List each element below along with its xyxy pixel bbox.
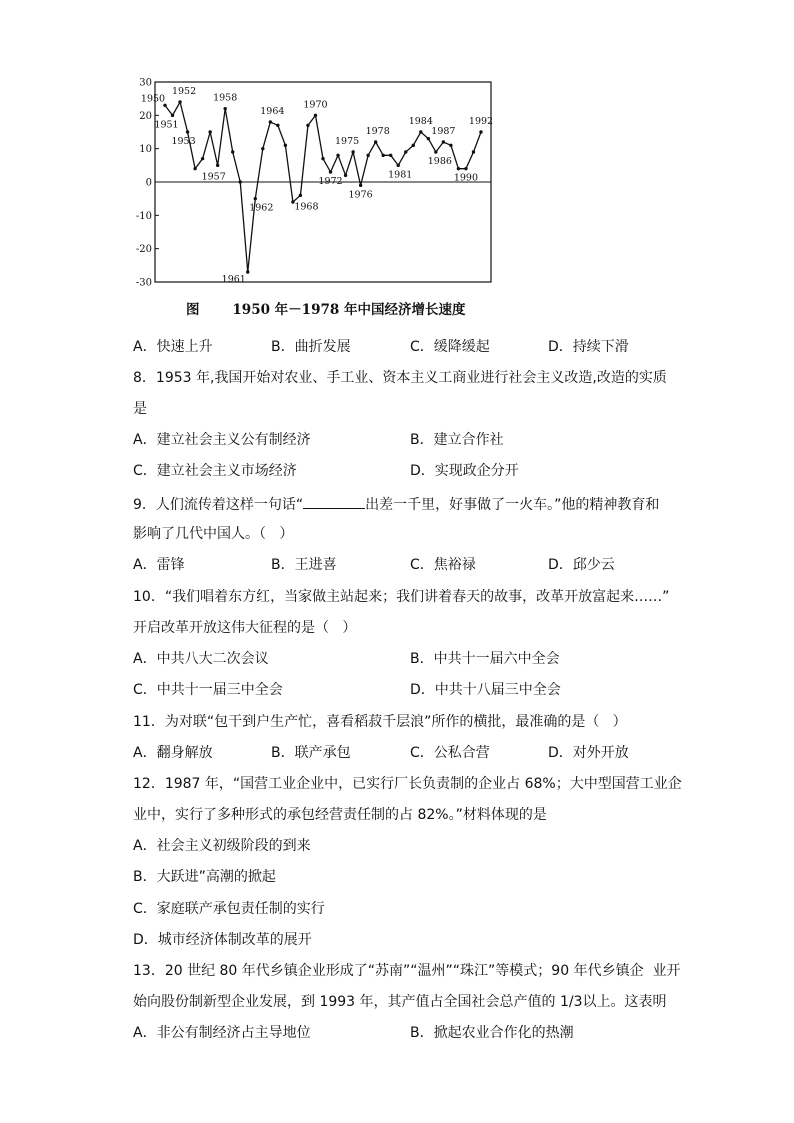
q8-option-d: D．实现政企分开: [410, 463, 519, 479]
data-point: [321, 157, 324, 160]
data-point: [306, 124, 309, 127]
data-point: [239, 180, 242, 183]
q10-option-b: B．中共十一届六中全会: [410, 651, 560, 667]
q7-option-b: B．曲折发展: [271, 339, 351, 355]
point-label: 1986: [427, 156, 452, 167]
q9-stem-before-blank: 9．人们流传着这样一句话“: [133, 497, 304, 513]
q11-option-d: D．对外开放: [548, 745, 629, 761]
q11-option-c: C．公私合营: [410, 745, 490, 761]
data-point: [193, 167, 196, 170]
q7-option-a: A．快速上升: [133, 339, 213, 355]
data-point: [351, 150, 354, 153]
point-label: 1957: [201, 171, 226, 183]
data-point: [419, 130, 422, 133]
q8-stem-line2: 是: [133, 401, 147, 417]
q12-option-b: B．大跃进”高潮的掀起: [133, 869, 276, 885]
point-label: 1968: [294, 201, 319, 213]
q9-answer-blank: [303, 494, 365, 509]
q10-option-c: C．中共十一届三中全会: [133, 682, 283, 698]
q9-option-d: D．邱少云: [548, 557, 615, 573]
y-tick-label: 10: [139, 144, 152, 156]
q13-stem-line1: 13．20 世纪 80 年代乡镇企业形成了“苏南”“温州”“珠江”等模式；90 年代乡镇企 业开: [133, 963, 681, 979]
y-tick-label: -20: [135, 244, 152, 256]
caption-figure-word: 图: [186, 302, 200, 318]
q11-option-a: A．翻身解放: [133, 745, 213, 761]
data-point: [329, 170, 332, 173]
q10-stem-line1: 10．“我们唱着东方红，当家做主站起来；我们讲着春天的故事，改革开放富起来……”: [133, 589, 670, 605]
data-point: [457, 167, 460, 170]
q10-option-a: A．中共八大二次会议: [133, 651, 269, 667]
data-point: [231, 150, 234, 153]
point-label: 1961: [221, 274, 246, 285]
figure-caption: [186, 298, 465, 318]
point-label: 1962: [249, 202, 274, 214]
q8-option-a: A．建立社会主义公有制经济: [133, 432, 311, 448]
point-label: 1951: [154, 119, 179, 131]
data-point: [171, 114, 174, 117]
data-point: [344, 174, 347, 177]
data-point: [208, 130, 211, 133]
q11-option-b: B．联产承包: [271, 745, 351, 761]
q9-stem-after-blank: 出差一千里，好事做了一火车。”他的精神教育和: [365, 497, 660, 513]
data-point: [449, 144, 452, 147]
data-point: [374, 140, 377, 143]
q9-option-c: C．焦裕禄: [410, 557, 476, 573]
q12-option-d: D．城市经济体制改革的展开: [133, 932, 312, 948]
data-point: [472, 150, 475, 153]
data-point: [186, 130, 189, 133]
data-point: [178, 100, 181, 103]
point-label: 1987: [431, 126, 456, 137]
point-label: 1975: [335, 136, 360, 147]
q9-stem-line2: 影响了几代中国人。（ ）: [133, 526, 294, 542]
y-tick-label: 30: [139, 77, 152, 89]
data-point: [359, 184, 362, 187]
q12-stem-line2: 业中，实行了多种形式的承包经营责任制的占 82%。”材料体现的是: [133, 807, 547, 823]
data-point: [254, 197, 257, 200]
data-point: [412, 144, 415, 147]
y-tick-label: -10: [135, 210, 152, 222]
data-point: [246, 270, 249, 273]
q9-option-a: A．雷锋: [133, 557, 185, 573]
data-point: [276, 124, 279, 127]
data-point: [464, 167, 467, 170]
data-point: [479, 130, 482, 133]
growth-rate-chart: [120, 72, 500, 294]
data-point: [427, 137, 430, 140]
q9-option-b: B．王进喜: [271, 557, 337, 573]
point-label: 1972: [318, 176, 343, 187]
q8-option-b: B．建立合作社: [410, 432, 504, 448]
q7-option-d: D．持续下滑: [548, 339, 629, 355]
point-label: 1981: [388, 169, 413, 181]
q9-stem-line1: [133, 494, 659, 514]
point-label: 1970: [303, 99, 328, 111]
point-label: 1990: [453, 172, 479, 184]
data-point: [404, 150, 407, 153]
point-label: 1952: [171, 86, 197, 97]
q8-stem-line1: 8．1953 年,我国开始对农业、手工业、资本主义工商业进行社会主义改造,改造的实质: [133, 370, 667, 386]
point-label: 1953: [171, 136, 196, 147]
q8-option-c: C．建立社会主义市场经济: [133, 463, 297, 479]
q12-option-a: A．社会主义初级阶段的到来: [133, 838, 311, 854]
data-point: [397, 164, 400, 167]
data-point: [366, 154, 369, 157]
q13-stem-line2: 始向股份制新型企业发展，到 1993 年，其产值占全国社会总产值的 1/3以上。这表明: [133, 994, 667, 1010]
data-point: [216, 164, 219, 167]
data-point: [284, 144, 287, 147]
q7-option-c: C．缓降缓起: [410, 339, 490, 355]
data-point: [314, 114, 317, 117]
q11-stem-line1: 11．为对联“包干到户生产忙，喜看稻菽千层浪”所作的横批，最准确的是（ ）: [133, 714, 627, 730]
point-label: 1964: [260, 106, 285, 117]
q12-stem-line1: 12．1987 年，“国营工业企业中，已实行厂长负责制的企业占 68%；大中型国营工业企: [133, 776, 682, 792]
data-point: [389, 154, 392, 157]
data-point: [434, 150, 437, 153]
caption-title: 1950 年－1978 年中国经济增长速度: [232, 302, 466, 318]
q12-option-c: C．家庭联产承包责任制的实行: [133, 901, 325, 917]
data-point: [269, 120, 272, 123]
data-point: [381, 154, 384, 157]
point-label: 1958: [213, 92, 238, 104]
data-point: [442, 140, 445, 143]
data-point: [223, 107, 226, 110]
point-label: 1978: [365, 126, 390, 137]
point-label: 1950: [140, 93, 166, 105]
point-label: 1984: [408, 116, 433, 127]
data-point: [201, 157, 204, 160]
data-point: [261, 147, 264, 150]
y-tick-label: 0: [145, 177, 152, 189]
point-label: 1976: [348, 189, 373, 201]
point-label: 1992: [468, 116, 494, 127]
data-point: [336, 154, 339, 157]
q10-option-d: D．中共十八届三中全会: [410, 682, 561, 698]
y-tick-label: -30: [135, 277, 152, 289]
q13-option-b: B．掀起农业合作化的热潮: [410, 1025, 574, 1041]
data-point: [299, 194, 302, 197]
q10-stem-line2: 开启改革开放这伟大征程的是（ ）: [133, 620, 357, 636]
y-tick-label: 20: [139, 110, 152, 122]
q13-option-a: A．非公有制经济占主导地位: [133, 1025, 311, 1041]
